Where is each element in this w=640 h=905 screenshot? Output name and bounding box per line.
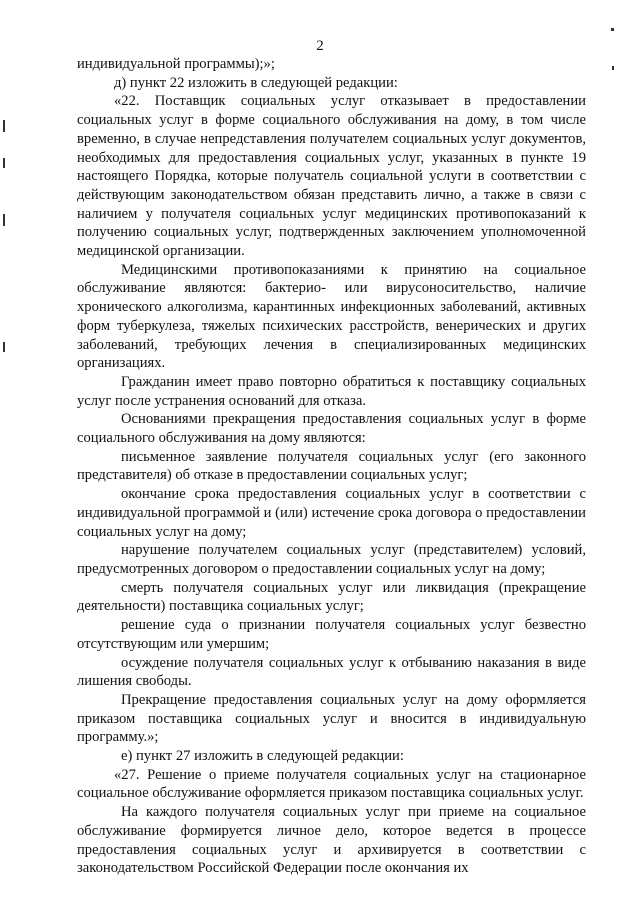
paragraph: Медицинскими противопоказаниями к принятию на социальное обслуживание являются: бактерио- или вирусоносительство, наличие хронического алкоголизма, карантинных инфекционных заболеваний, активных форм туберкулеза, тяжелых психических расстройств, венерических и других заболеваний, требующих лечения в специализированных медицинских организациях. (77, 261, 586, 372)
page-number: 2 (316, 38, 324, 54)
paragraph: письменное заявление получателя социальных услуг (его законного представителя) об отказе в предоставлении социальных услуг; (77, 448, 586, 484)
paragraph: индивидуальной программы);»; (77, 56, 275, 72)
paragraph: нарушение получателем социальных услуг (представителем) условий, предусмотренных договором о предоставлении социальных услуг на дому; (77, 542, 586, 577)
paragraph: д) пункт 22 изложить в следующей редакции: (114, 74, 398, 91)
paragraph: смерть получателя социальных услуг или ликвидация (прекращение деятельности) поставщика социальных услуг; (77, 579, 586, 615)
scan-mark (611, 28, 614, 31)
scan-mark (3, 120, 5, 132)
scan-mark (3, 158, 5, 168)
paragraph: окончание срока предоставления социальных услуг в соответствии с индивидуальной программой и (или) истечение срока договора о предоставлении социальных услуг на дому; (77, 486, 586, 540)
document-body (77, 55, 586, 878)
paragraph: «27. Решение о приеме получателя социальных услуг на стационарное социальное обслуживание оформляется приказом поставщика социальных услуг. (77, 766, 586, 802)
paragraph: Гражданин имеет право повторно обратиться к поставщику социальных услуг после устранения оснований для отказа. (77, 373, 586, 409)
scan-mark (3, 342, 5, 352)
paragraph: «22. Поставщик социальных услуг отказывает в предоставлении социальных услуг в форме социального обслуживания на дому, в том числе временно, в случае непредставления получателем социальных услуг документов, необходимых для предоставления социальных услуг, указанных в пункте 19 настоящего Порядка, которые получатель социальной услуги в соответствии с действующим законодательством обязан представить лично, а также в связи с наличием у получателя социальных услуг медицинских противопоказаний к получению социальных услуг, подтвержденных заключением уполномоченной медицинской организации. (77, 93, 586, 260)
paragraph: На каждого получателя социальных услуг при приеме на социальное обслуживание формируется личное дело, которое ведется в процессе предоставления социальных услуг и архивируется в соответствии с законодательством Российской Федерации после окончания их (77, 804, 586, 877)
scan-mark (3, 214, 5, 226)
paragraph: осуждение получателя социальных услуг к отбыванию наказания в виде лишения свободы. (77, 654, 586, 690)
paragraph: Основаниями прекращения предоставления социальных услуг в форме социального обслуживания на дому являются: (77, 411, 586, 447)
scan-mark (612, 66, 614, 70)
paragraph: решение суда о признании получателя социальных услуг безвестно отсутствующим или умершим; (77, 617, 586, 652)
paragraph: Прекращение предоставления социальных услуг на дому оформляется приказом поставщика социальных услуг и вносится в индивидуальную программу.»; (77, 691, 586, 746)
paragraph: е) пункт 27 изложить в следующей редакции: (121, 748, 404, 765)
